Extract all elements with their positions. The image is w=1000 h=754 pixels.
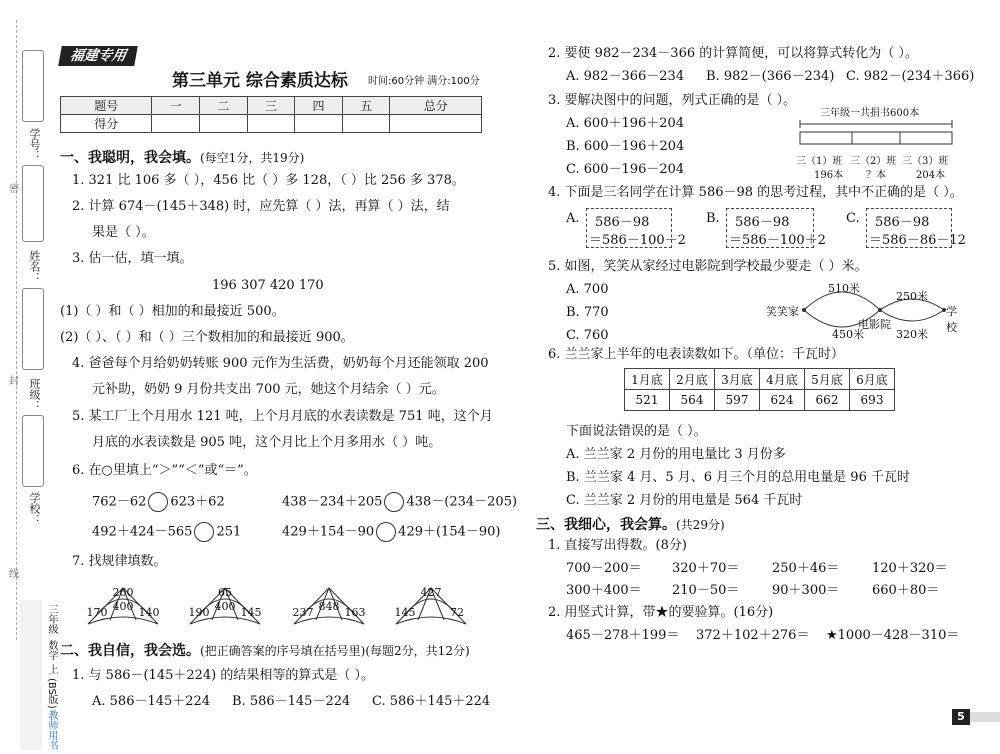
compare-circle[interactable] [384, 492, 404, 512]
score-table [60, 96, 482, 133]
fan-mid: 400 [214, 600, 236, 613]
s2-q2-option-a[interactable]: A. 982－366－234 [566, 69, 685, 84]
school-label: 学校 [946, 305, 957, 334]
vertical-calc-item: 465－278＋199＝ [566, 628, 680, 643]
meter-month: 2月底 [670, 369, 715, 390]
expr: 438－234＋205 [282, 494, 383, 510]
s1-q1: 1. 321 比 106 多（ ），456 比（ ）多 128，（ ）比 256 多 378。 [72, 173, 465, 188]
class-label: 班级： [28, 378, 41, 411]
calc-line-2: ＝586－100－2 [589, 233, 686, 248]
bar-diagram [796, 118, 956, 148]
calc-item: 120＋320＝ [872, 561, 948, 576]
distance-label: 250米 [896, 290, 928, 303]
region-tag: 福建专用 [58, 46, 138, 66]
home-label: 笑笑家 [766, 305, 799, 318]
s2-q6-option-a[interactable]: A. 兰兰家 2 月份的用电量比 3 月份多 [566, 447, 786, 462]
meter-value: 662 [805, 390, 850, 411]
cut-line [16, 20, 17, 640]
calc-line-1: 586－98 [875, 215, 930, 230]
calc-line-2: ＝586－86－12 [869, 233, 966, 248]
expr: 438－(234－205) [406, 494, 518, 510]
calc-item: 210－50＝ [672, 583, 740, 598]
s2-q3-option-a[interactable]: A. 600＋196＋204 [566, 116, 685, 131]
page-number: 5 [952, 709, 970, 725]
cut-mark: 密 [9, 184, 19, 195]
s1-q3-2: (2)（ ）、（ ）和（ ）三个数相加的和最接近 900。 [60, 330, 354, 345]
s2-q4-option-c[interactable] [866, 208, 966, 248]
fan-figure [186, 580, 264, 628]
score-header: 四 [295, 97, 343, 115]
s1-q6-row1-left [92, 492, 225, 512]
s1-q2: 2. 计算 674－(145＋348) 时，应先算（ ）法，再算（ ）法，结 [72, 199, 450, 214]
meter-month: 3月底 [715, 369, 760, 390]
expr: 492＋424－565 [92, 524, 193, 540]
meter-value: 597 [715, 390, 760, 411]
bar-class-label: 三（1）班 [796, 156, 843, 167]
fan-left: 190 [188, 606, 210, 619]
s2-q6-option-b[interactable]: B. 兰兰家 4 月、5 月、6 月三个月的总用电量是 96 千瓦时 [566, 470, 910, 485]
s1-q4: 4. 爸爸每个月给奶奶转账 900 元作为生活费，奶奶每个月还能领取 200 [72, 356, 489, 371]
s3-q1: 1. 直接写出得数。(8分) [548, 538, 687, 553]
fan-figure [84, 580, 162, 628]
bar-value: 196本 [814, 170, 844, 181]
score-cell[interactable] [342, 115, 390, 133]
calc-item: 250＋46＝ [772, 561, 840, 576]
score-header: 总分 [390, 97, 482, 115]
s2-q4-option-a[interactable] [586, 208, 686, 248]
section-2-title: 二、我自信，我会选。 [60, 643, 200, 659]
cinema-label: 电影院 [858, 318, 891, 331]
fan-right: 163 [344, 606, 366, 619]
school-label: 学校： [28, 492, 41, 525]
score-cell[interactable] [200, 115, 248, 133]
calc-item: 90＋300＝ [772, 583, 840, 598]
bar-class-label: 三（2）班 [850, 156, 897, 167]
brand-volume: 上 [46, 664, 57, 674]
s2-q2-option-b[interactable]: B. 982－(366－234) [706, 69, 835, 84]
fan-top: 427 [420, 586, 442, 599]
s2-q1-option-b[interactable]: B. 586－145－224 [232, 694, 351, 709]
calc-item: 660＋80＝ [872, 583, 940, 598]
score-header: 二 [200, 97, 248, 115]
s2-q5-option-c[interactable]: C. 760 [566, 328, 609, 343]
s2-q5: 5. 如图，笑笑从家经过电影院到学校最少要走（ ）米。 [548, 259, 868, 274]
score-label: 得分 [61, 115, 152, 133]
calc-line-1: 586－98 [735, 215, 790, 230]
compare-circle[interactable] [376, 522, 396, 542]
bar-value: 204本 [916, 170, 946, 181]
bar-class-label: 三（3）班 [902, 156, 949, 167]
section-3-title: 三、我细心，我会算。 [536, 517, 676, 533]
name-label: 姓名： [28, 250, 41, 283]
calc-item: 700－200＝ [566, 561, 642, 576]
s1-q5-cont: 月底的水表读数是 905 吨，这个月比上个月多用水（ ）吨。 [92, 435, 442, 450]
expr: 762－62 [92, 494, 147, 510]
calc-line-1: 586－98 [595, 215, 650, 230]
calc-item: 300＋400＝ [566, 583, 642, 598]
score-cell[interactable] [390, 115, 482, 133]
cut-mark: 封 [9, 376, 19, 387]
compare-circle[interactable] [194, 522, 214, 542]
score-header: 一 [152, 97, 200, 115]
s2-q6: 6. 兰兰家上半年的电表读数如下。（单位：千瓦时） [548, 347, 845, 362]
s2-q3-option-b[interactable]: B. 600－196＋204 [566, 139, 685, 154]
s1-q6-row2-left [92, 522, 241, 542]
meter-table [624, 368, 895, 411]
meter-month: 6月底 [850, 369, 895, 390]
section-3-note: (共29分) [676, 518, 725, 532]
distance-label: 320米 [896, 328, 928, 341]
s2-q4-option-b[interactable] [726, 208, 826, 248]
score-cell[interactable] [295, 115, 343, 133]
score-cell[interactable] [152, 115, 200, 133]
section-2-heading [60, 640, 470, 660]
fan-left: 237 [292, 606, 314, 619]
meter-value: 693 [850, 390, 895, 411]
s1-q3-numbers: 196 307 420 170 [212, 278, 324, 293]
section-1-title: 一、我聪明，我会填。 [60, 150, 200, 166]
fan-left: 170 [86, 606, 108, 619]
s2-q2-option-c[interactable]: C. 982－(234＋366) [846, 69, 975, 84]
bar-value: ？本 [866, 170, 886, 181]
section-1-heading [60, 147, 304, 167]
calc-item: 320＋70＝ [672, 561, 740, 576]
s2-q4-option-b-label[interactable]: B. [706, 211, 720, 226]
s2-q3-option-c[interactable]: C. 600－196－204 [566, 162, 685, 177]
distance-label: 450米 [832, 328, 864, 341]
s2-q1-option-a[interactable]: A. 586－145＋224 [92, 694, 211, 709]
s3-q2: 2. 用竖式计算，带★的要验算。(16分) [548, 605, 774, 620]
meter-month: 4月底 [760, 369, 805, 390]
fan-mid: 848 [318, 600, 340, 613]
student-number-box[interactable] [22, 50, 44, 122]
score-header: 三 [247, 97, 295, 115]
meter-month: 1月底 [625, 369, 670, 390]
page-title: 第三单元 综合素质达标 [172, 71, 348, 91]
bar-total-label: 三年级一共捐书600本 [820, 108, 920, 119]
brand-subject: 数学 [46, 640, 57, 660]
school-box[interactable] [22, 415, 44, 487]
meter-value: 521 [625, 390, 670, 411]
s2-q6-option-c[interactable]: C. 兰兰家 2 月份的用电量是 564 千瓦时 [566, 493, 803, 508]
route-map-figure [766, 280, 960, 342]
score-header: 题号 [61, 97, 152, 115]
class-box[interactable] [22, 288, 44, 370]
fan-right: 145 [240, 606, 262, 619]
compare-circle[interactable] [148, 492, 168, 512]
s2-q1-option-c[interactable]: C. 586＋145＋224 [372, 694, 491, 709]
section-2-note: (把正确答案的序号填在括号里)(每题2分，共12分) [200, 644, 470, 658]
vertical-calc-item: ★1000－428－310＝ [826, 628, 960, 643]
section-3-heading [536, 514, 725, 534]
fan-mid: 400 [112, 600, 134, 613]
s1-q6: 6. 在○里填上“＞”“＜”或“＝”。 [72, 463, 257, 478]
brand-teacher: 教师用书 [46, 710, 57, 750]
s2-q4: 4. 下面是三名同学在计算 586－98 的思考过程，其中不正确的是（ ）。 [548, 185, 963, 200]
s2-q5-option-a[interactable]: A. 700 [566, 282, 609, 297]
fan-left: 145 [394, 606, 416, 619]
section-1-note: (每空1分，共19分) [200, 151, 305, 165]
score-header: 五 [342, 97, 390, 115]
s1-q3: 3. 估一估，填一填。 [72, 251, 193, 266]
fan-figure [392, 580, 470, 628]
fan-top: 65 [218, 586, 232, 599]
meter-month: 5月底 [805, 369, 850, 390]
fan-right: 72 [450, 606, 464, 619]
vertical-calc-item: 372＋102＋276＝ [696, 628, 810, 643]
expr: 623＋62 [170, 494, 225, 510]
name-box[interactable] [22, 165, 44, 242]
fan-top: 260 [112, 586, 134, 599]
s1-q6-row1-right [282, 492, 517, 512]
book-bar-figure [796, 104, 956, 184]
s1-q7: 7. 找规律填数。 [72, 554, 167, 569]
page-number-bar [970, 712, 1000, 722]
expr: 251 [216, 524, 242, 540]
exam-meta: 时间:60分钟 满分:100分 [368, 76, 480, 87]
s2-q3: 3. 要解决图中的问题，列式正确的是（ ）。 [548, 93, 797, 108]
expr: 429＋154－90 [282, 524, 375, 540]
s2-q2: 2. 要使 982－234－366 的计算简便，可以将算式转化为（ ）。 [548, 46, 918, 61]
brand-grade: 三年级 [46, 604, 57, 634]
s1-q3-1: (1)（ ）和（ ）相加的和最接近 500。 [60, 304, 285, 319]
s2-q4-option-a-label[interactable]: A. [566, 211, 580, 226]
s1-q4-cont: 元补助，奶奶 9 月份共支出 700 元，她这个月结余（ ）元。 [92, 382, 445, 397]
s2-q5-option-b[interactable]: B. 770 [566, 305, 609, 320]
fan-figure [290, 580, 368, 628]
s1-q6-row2-right [282, 522, 500, 542]
student-number-label: 学号： [28, 128, 41, 161]
fan-right: 140 [138, 606, 160, 619]
brand-edition: (BS版) [46, 678, 57, 709]
brand-strip [20, 600, 57, 750]
cut-mark: 线 [9, 569, 19, 580]
calc-line-2: ＝586－100＋2 [729, 233, 826, 248]
s2-q6-ask: 下面说法错误的是（ ）。 [566, 424, 707, 439]
s1-q5: 5. 某工厂上个月用水 121 吨，上个月月底的水表读数是 751 吨，这个月 [72, 409, 493, 424]
s1-q2-cont: 果是（ ）。 [92, 225, 155, 240]
meter-value: 564 [670, 390, 715, 411]
s2-q1: 1. 与 586－(145＋224) 的结果相等的算式是（ ）。 [72, 668, 375, 683]
s2-q4-option-c-label[interactable]: C. [846, 211, 860, 226]
expr: 429＋(154－90) [398, 524, 501, 540]
meter-value: 624 [760, 390, 805, 411]
distance-label: 510米 [828, 282, 860, 295]
score-cell[interactable] [247, 115, 295, 133]
